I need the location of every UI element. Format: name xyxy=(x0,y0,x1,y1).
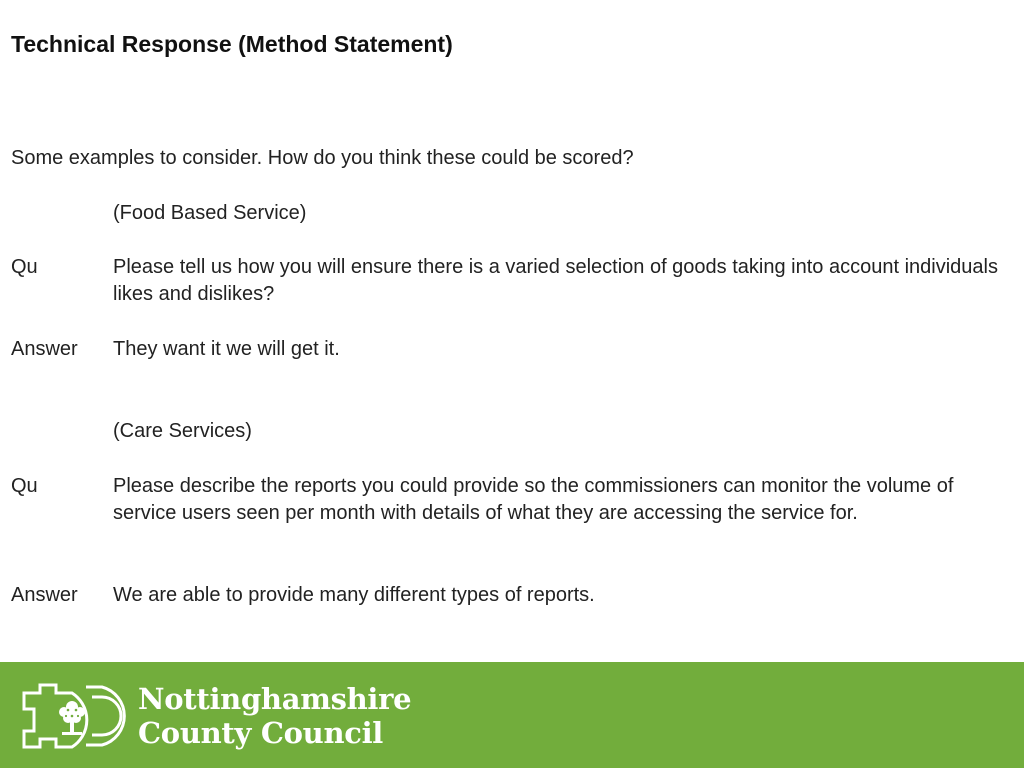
answer-label: Answer xyxy=(11,338,78,360)
slide-title: Technical Response (Method Statement) xyxy=(11,31,453,57)
council-name xyxy=(138,682,411,750)
section-label-care: (Care Services) xyxy=(113,420,252,442)
question-label: Qu xyxy=(11,256,38,278)
answer-row-food xyxy=(11,336,1016,364)
answer-row-care xyxy=(11,582,1016,610)
footer-banner xyxy=(0,662,1024,768)
answer-label: Answer xyxy=(11,584,78,606)
section-label-food: (Food Based Service) xyxy=(113,202,307,224)
question-row-care xyxy=(11,473,1016,555)
tree-emblem-icon xyxy=(22,681,130,751)
answer-text: We are able to provide many different types of reports. xyxy=(113,584,595,606)
council-name-line2: County Council xyxy=(138,716,384,750)
council-name-line1: Nottinghamshire xyxy=(138,682,412,716)
intro-text: Some examples to consider. How do you think these could be scored? xyxy=(11,147,634,169)
question-text: Please tell us how you will ensure there is a varied selection of goods taking into account individuals likes and dislikes? xyxy=(113,256,998,305)
question-text: Please describe the reports you could provide so the commissioners can monitor the volume of service users seen per month with details of what they are accessing the service for. xyxy=(113,475,954,524)
question-label: Qu xyxy=(11,475,38,497)
answer-text: They want it we will get it. xyxy=(113,338,340,360)
question-row-food xyxy=(11,254,1016,310)
